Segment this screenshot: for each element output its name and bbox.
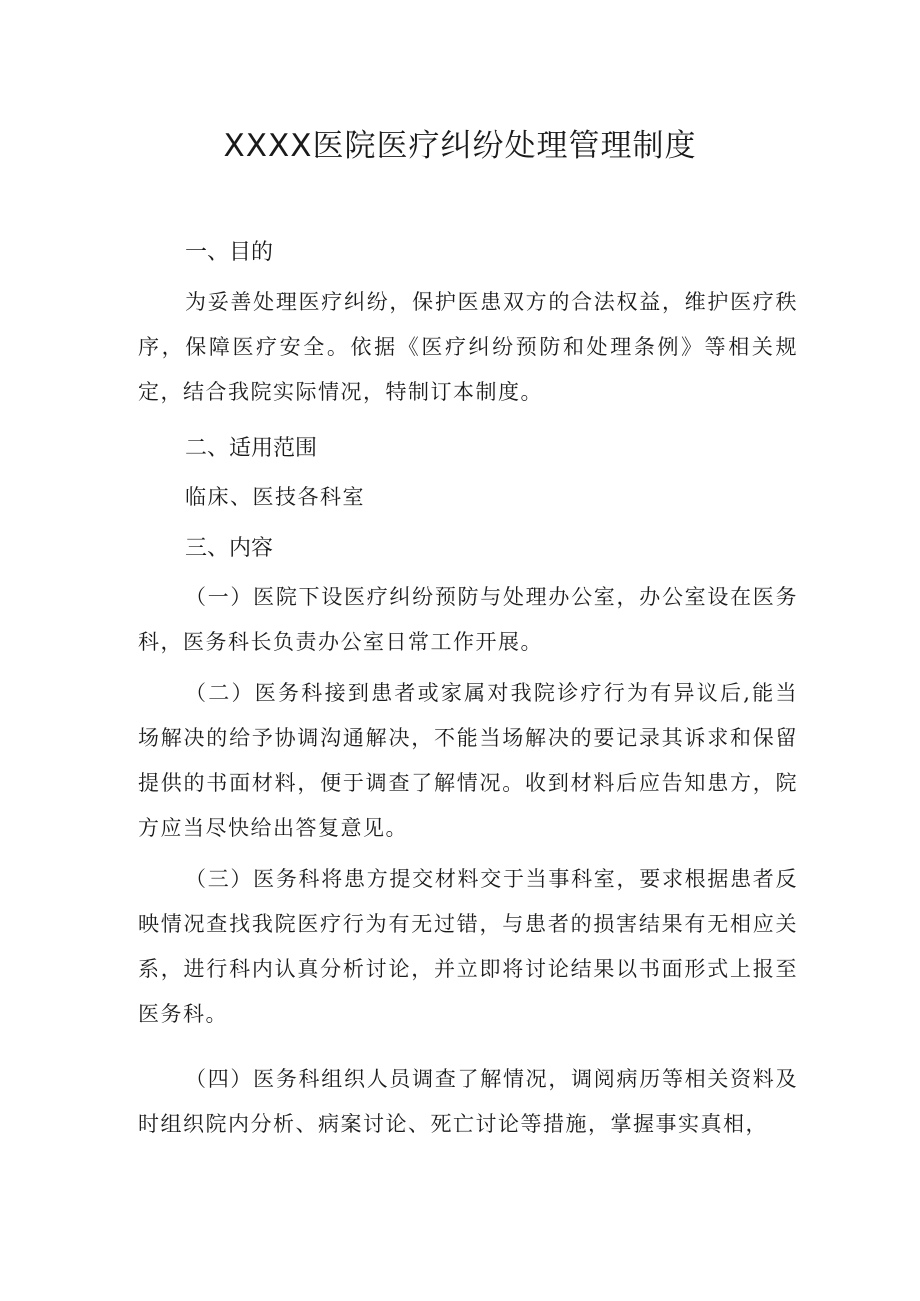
section-body-purpose: 为妥善处理医疗纠纷，保护医患双方的合法权益，维护医疗秩序，保障医疗安全。依据《医疗纠纷预防和处理条例》等相关规定，结合我院实际情况，特制订本制度。 — [138, 290, 798, 404]
content-item-3: （三）医务科将患方提交材料交于当事科室，要求根据患者反映情况查找我院医疗行为有无过错，与患者的损害结果有无相应关系，进行科内认真分析讨论，并立即将讨论结果以书面形式上报至医务科。 — [138, 867, 798, 1026]
content-item-4: （四）医务科组织人员调查了解情况，调阅病历等相关资料及时组织院内分析、病案讨论、死亡讨论等措施，掌握事实真相， — [138, 1067, 798, 1136]
content-item-2: （二）医务科接到患者或家属对我院诊疗行为有异议后,能当场解决的给予协调沟通解决，不能当场解决的要记录其诉求和保留提供的书面材料，便于调查了解情况。收到材料后应告知患方，院方应当尽快给出答复意见。 — [138, 681, 798, 840]
document-title: XXXX医院医疗纠纷处理管理制度 — [223, 128, 697, 164]
section-heading-purpose: 一、目的 — [185, 240, 274, 265]
section-heading-scope: 二、适用范围 — [185, 436, 318, 461]
content-item-1: （一）医院下设医疗纠纷预防与处理办公室，办公室设在医务科，医务科长负责办公室日常工作开展。 — [138, 585, 798, 654]
section-heading-content: 三、内容 — [185, 536, 274, 561]
section-body-scope: 临床、医技各科室 — [185, 485, 365, 509]
